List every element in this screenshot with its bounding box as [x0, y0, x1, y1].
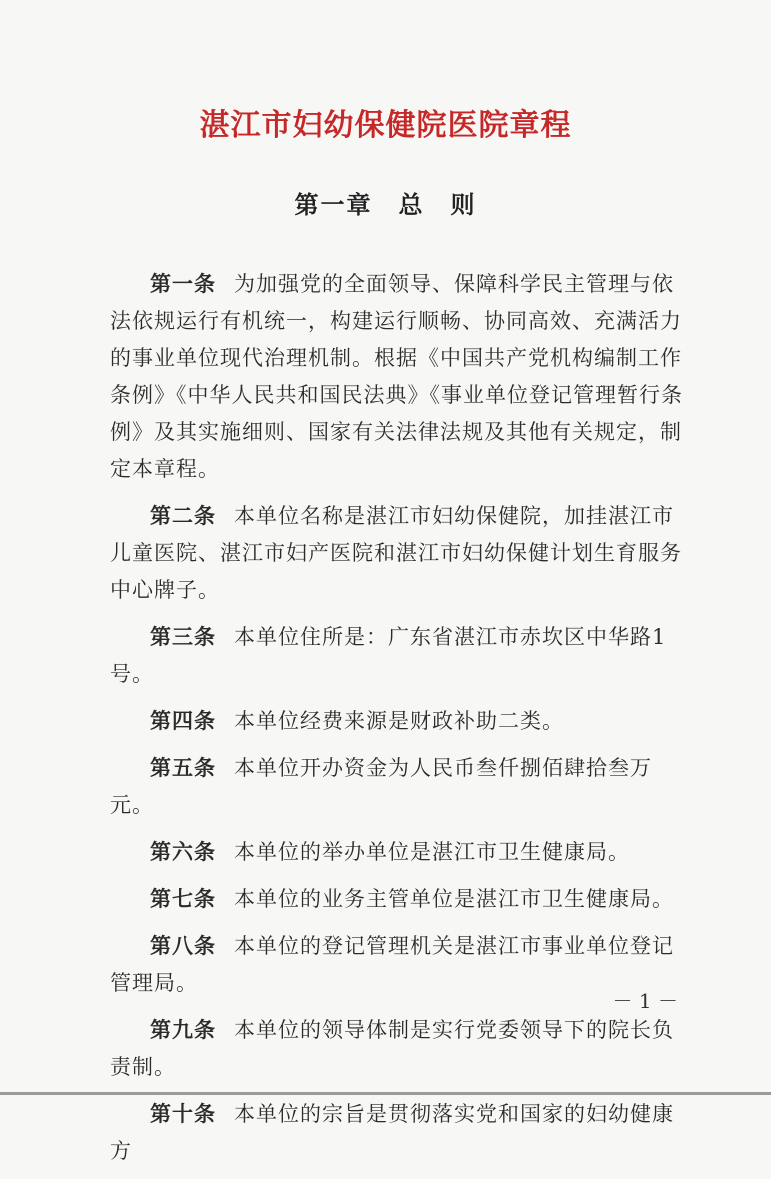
article-heading: 第三条 — [150, 624, 216, 649]
article-heading: 第一条 — [150, 271, 216, 296]
article — [110, 265, 685, 488]
chapter-heading: 第一章 总 则 — [294, 190, 477, 219]
article-text: 本单位的业务主管单位是湛江市卫生健康局。 — [234, 887, 674, 911]
article-text: 本单位开办资金为人民币叁仟捌佰肆拾叁万元。 — [110, 756, 652, 817]
document-title: 湛江市妇幼保健院医院章程 — [199, 108, 572, 143]
article-heading: 第六条 — [150, 839, 216, 864]
article-text: 为加强党的全面领导、保障科学民主管理与依法依规运行有机统一，构建运行顺畅、协同高效、充满活力的事业单位现代治理机制。根据《中国共产党机构编制工作条例》《中华人民共和国民法典》《事业单位登记管理暂行条例》及其实施细则、国家有关法律法规及其他有关规定，制定本章程。 — [110, 272, 683, 481]
article-text: 本单位名称是湛江市妇幼保健院，加挂湛江市儿童医院、湛江市妇产医院和湛江市妇幼保健计划生育服务中心牌子。 — [110, 504, 682, 602]
page-number: － 1 － — [612, 989, 678, 1013]
article-text: 本单位的登记管理机关是湛江市事业单位登记管理局。 — [110, 934, 674, 995]
article-text: 本单位的领导体制是实行党委领导下的院长负责制。 — [110, 1018, 674, 1079]
article — [110, 618, 685, 693]
article-text: 本单位经费来源是财政补助二类。 — [234, 709, 564, 733]
article-text: 本单位的举办单位是湛江市卫生健康局。 — [234, 840, 630, 864]
article-heading: 第八条 — [150, 933, 216, 958]
article-heading: 第十条 — [150, 1101, 216, 1126]
article — [110, 1095, 685, 1170]
article-heading: 第七条 — [150, 886, 216, 911]
article-heading: 第二条 — [150, 503, 216, 528]
article-text: 本单位的宗旨是贯彻落实党和国家的妇幼健康方 — [110, 1102, 674, 1163]
article-heading: 第九条 — [150, 1017, 216, 1042]
article — [110, 880, 685, 918]
article — [110, 833, 685, 871]
article — [110, 497, 685, 609]
scan-edge-line — [0, 1092, 771, 1095]
article — [110, 1011, 685, 1086]
article-heading: 第四条 — [150, 708, 216, 733]
article — [110, 702, 685, 740]
article-text: 本单位住所是：广东省湛江市赤坎区中华路1号。 — [110, 625, 667, 686]
article — [110, 749, 685, 824]
articles-body — [110, 265, 685, 1179]
article — [110, 927, 685, 1002]
article-heading: 第五条 — [150, 755, 216, 780]
